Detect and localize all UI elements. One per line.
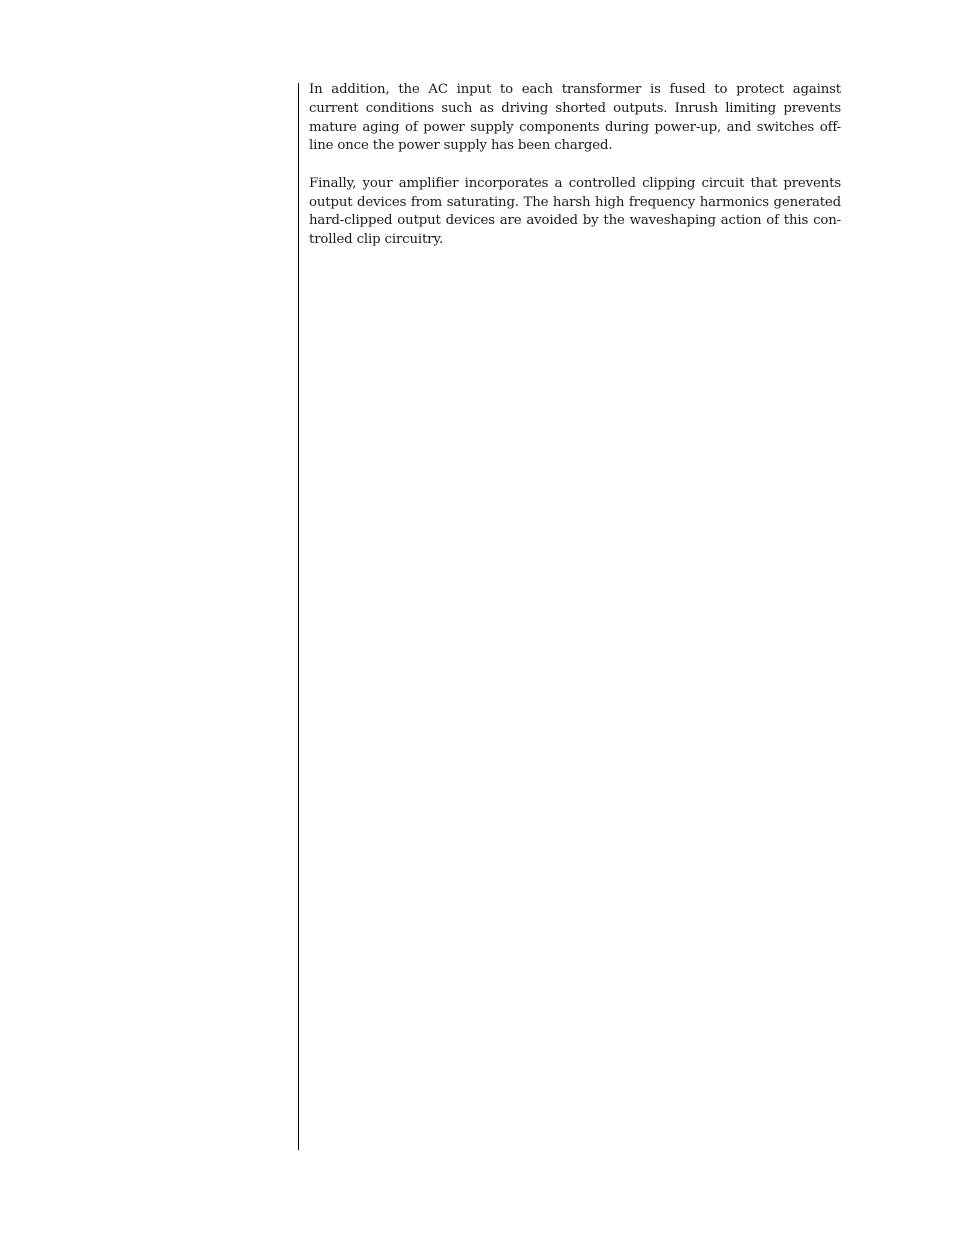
text-line: output devices from saturating. The harsh high frequency harmonics generated — [309, 194, 841, 210]
text-line: Finally, your amplifier incorporates a controlled clipping circuit that prevents — [309, 175, 841, 191]
text-line: In addition, the AC input to each transformer is fused to protect against — [309, 82, 841, 97]
paragraph-controlled-clipping — [309, 175, 841, 250]
text-line: mature aging of power supply components during power-up, and switches off- — [309, 119, 841, 135]
text-line: current conditions such as driving shorted outputs. Inrush limiting prevents — [309, 100, 841, 116]
paragraph-ac-input-fusing — [309, 81, 841, 156]
margin-rule — [298, 83, 299, 1150]
text-line: hard-clipped output devices are avoided by the waveshaping action of this con- — [309, 213, 841, 229]
text-line: line once the power supply has been charged. — [309, 138, 613, 154]
text-line: trolled clip circuitry. — [309, 232, 444, 248]
body-text-column — [309, 81, 841, 250]
